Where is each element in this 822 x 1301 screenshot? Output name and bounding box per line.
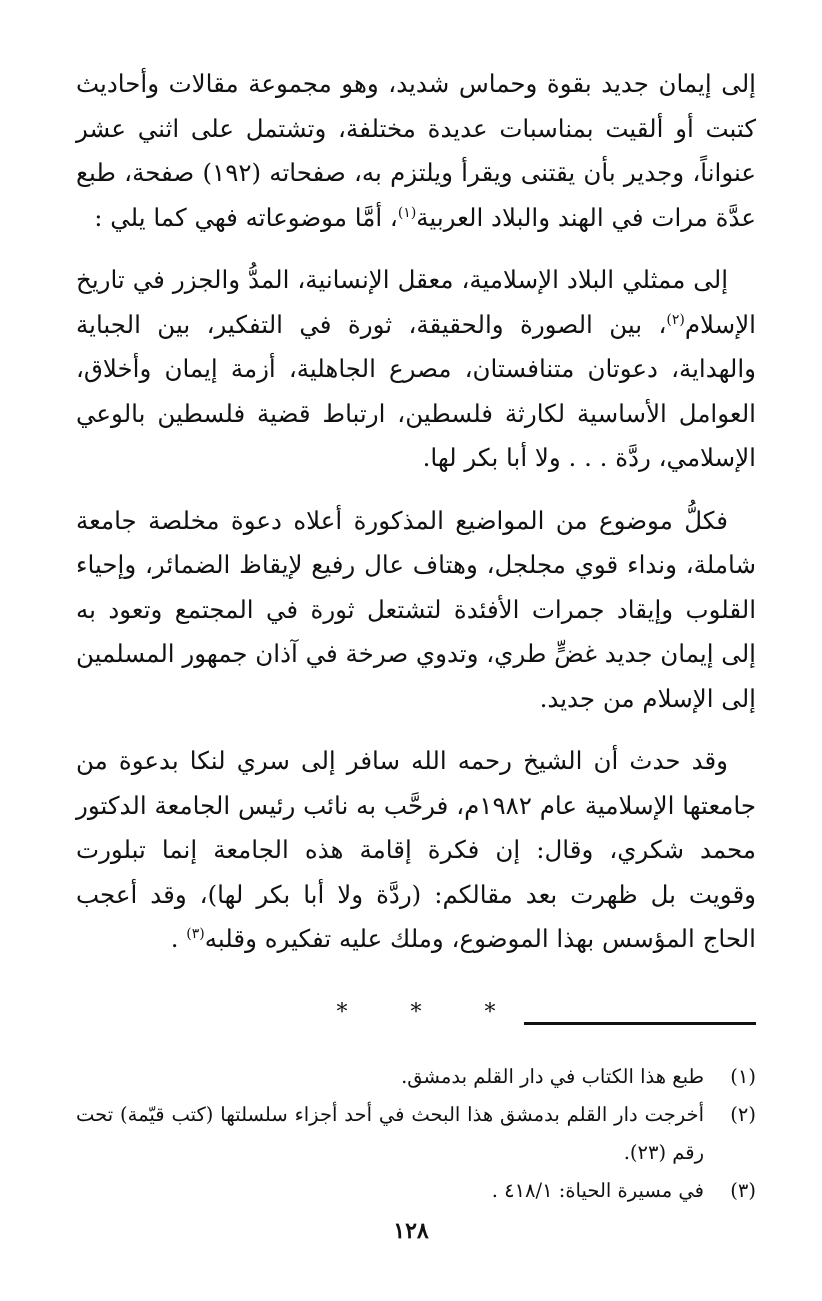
page-number: ١٢٨ <box>393 1218 429 1244</box>
footnote-1 <box>76 1058 756 1096</box>
footnote-2 <box>76 1096 756 1172</box>
paragraph-text-cont: ، بين الصورة والحقيقة، ثورة في التفكير، بين الجباية والهداية، دعوتان متنافستان، مصرع الجاهلية، أزمة إيمان وأخلاق، العوامل الأساسية لكارثة فلسطين، ارتباط قضية فلسطين بالوعي الإسلامي، ردَّة . . . ولا أبا بكر لها. <box>76 309 756 472</box>
footnote-ref-3: (٣) <box>186 925 205 942</box>
main-text <box>76 62 756 1030</box>
footnote-text: أخرجت دار القلم بدمشق هذا البحث في أحد أجزاء سلسلتها (كتب قيّمة) تحت رقم (٢٣). <box>76 1103 704 1164</box>
footnotes <box>76 1058 756 1210</box>
footnote-number: (٣) <box>730 1179 756 1202</box>
footnote-ref-1: (١) <box>397 204 417 221</box>
paragraph-text: إلى إيمان جديد بقوة وحماس شديد، وهو مجموعة مقالات وأحاديث كتبت أو ألقيت بمناسبات عديدة مختلفة، وتشتمل على اثني عشر عنواناً، وجدير بأن يقتنى ويقرأ ويلتزم به، صفحاته (١٩٢) صفحة، طبع عدَّة مرات في الهند والبلاد العربية <box>76 69 757 232</box>
paragraph-2 <box>76 258 756 481</box>
paragraph-text: وقد حدث أن الشيخ رحمه الله سافر إلى سري لنكا بدعوة من جامعتها الإسلامية عام ١٩٨٢م، فرحَّب به نائب رئيس الجامعة الدكتور محمد شكري، وقال: إن فكرة إقامة هذه الجامعة إنما تبلورت وقويت بل ظهرت بعد مقالكم: (ردَّة ولا أبا بكر لها)، وقد أعجب الحاج المؤسس بهذا الموضوع، وملك عليه تفكيره وقلبه <box>76 746 756 953</box>
footnote-number: (١) <box>730 1065 756 1088</box>
paragraph-text: فكلُّ موضوع من المواضيع المذكورة أعلاه دعوة مخلصة جامعة شاملة، ونداء قوي مجلجل، وهتاف عال رفيع لإيقاظ الضمائر، وإحياء القلوب وإيقاد جمرات الأفئدة لتشتعل ثورة في المجتمع وتعود به إلى إيمان جديد غضٍّ طري، وتدوي صرخة في آذان جمهور المسلمين إلى الإسلام من جديد. <box>76 505 756 713</box>
footnote-number: (٢) <box>730 1103 756 1126</box>
footnote-divider <box>524 1022 756 1025</box>
footnote-text: في مسيرة الحياة: ٤١٨/١ . <box>491 1179 704 1202</box>
paragraph-3 <box>76 499 756 722</box>
paragraph-1 <box>76 62 756 240</box>
paragraph-text: إلى ممثلي البلاد الإسلامية، معقل الإنسانية، المدُّ والجزر في تاريخ الإسلام <box>76 265 756 339</box>
footnote-3 <box>76 1172 756 1210</box>
footnote-ref-2: (٢) <box>666 311 685 328</box>
footnote-text: طبع هذا الكتاب في دار القلم بدمشق. <box>401 1065 704 1088</box>
paragraph-text-cont: ، أمَّا موضوعاته فهي كما يلي : <box>94 202 398 232</box>
section-separator: * * * <box>336 999 524 1025</box>
paragraph-4 <box>76 739 756 962</box>
paragraph-text-cont: . <box>170 924 187 953</box>
